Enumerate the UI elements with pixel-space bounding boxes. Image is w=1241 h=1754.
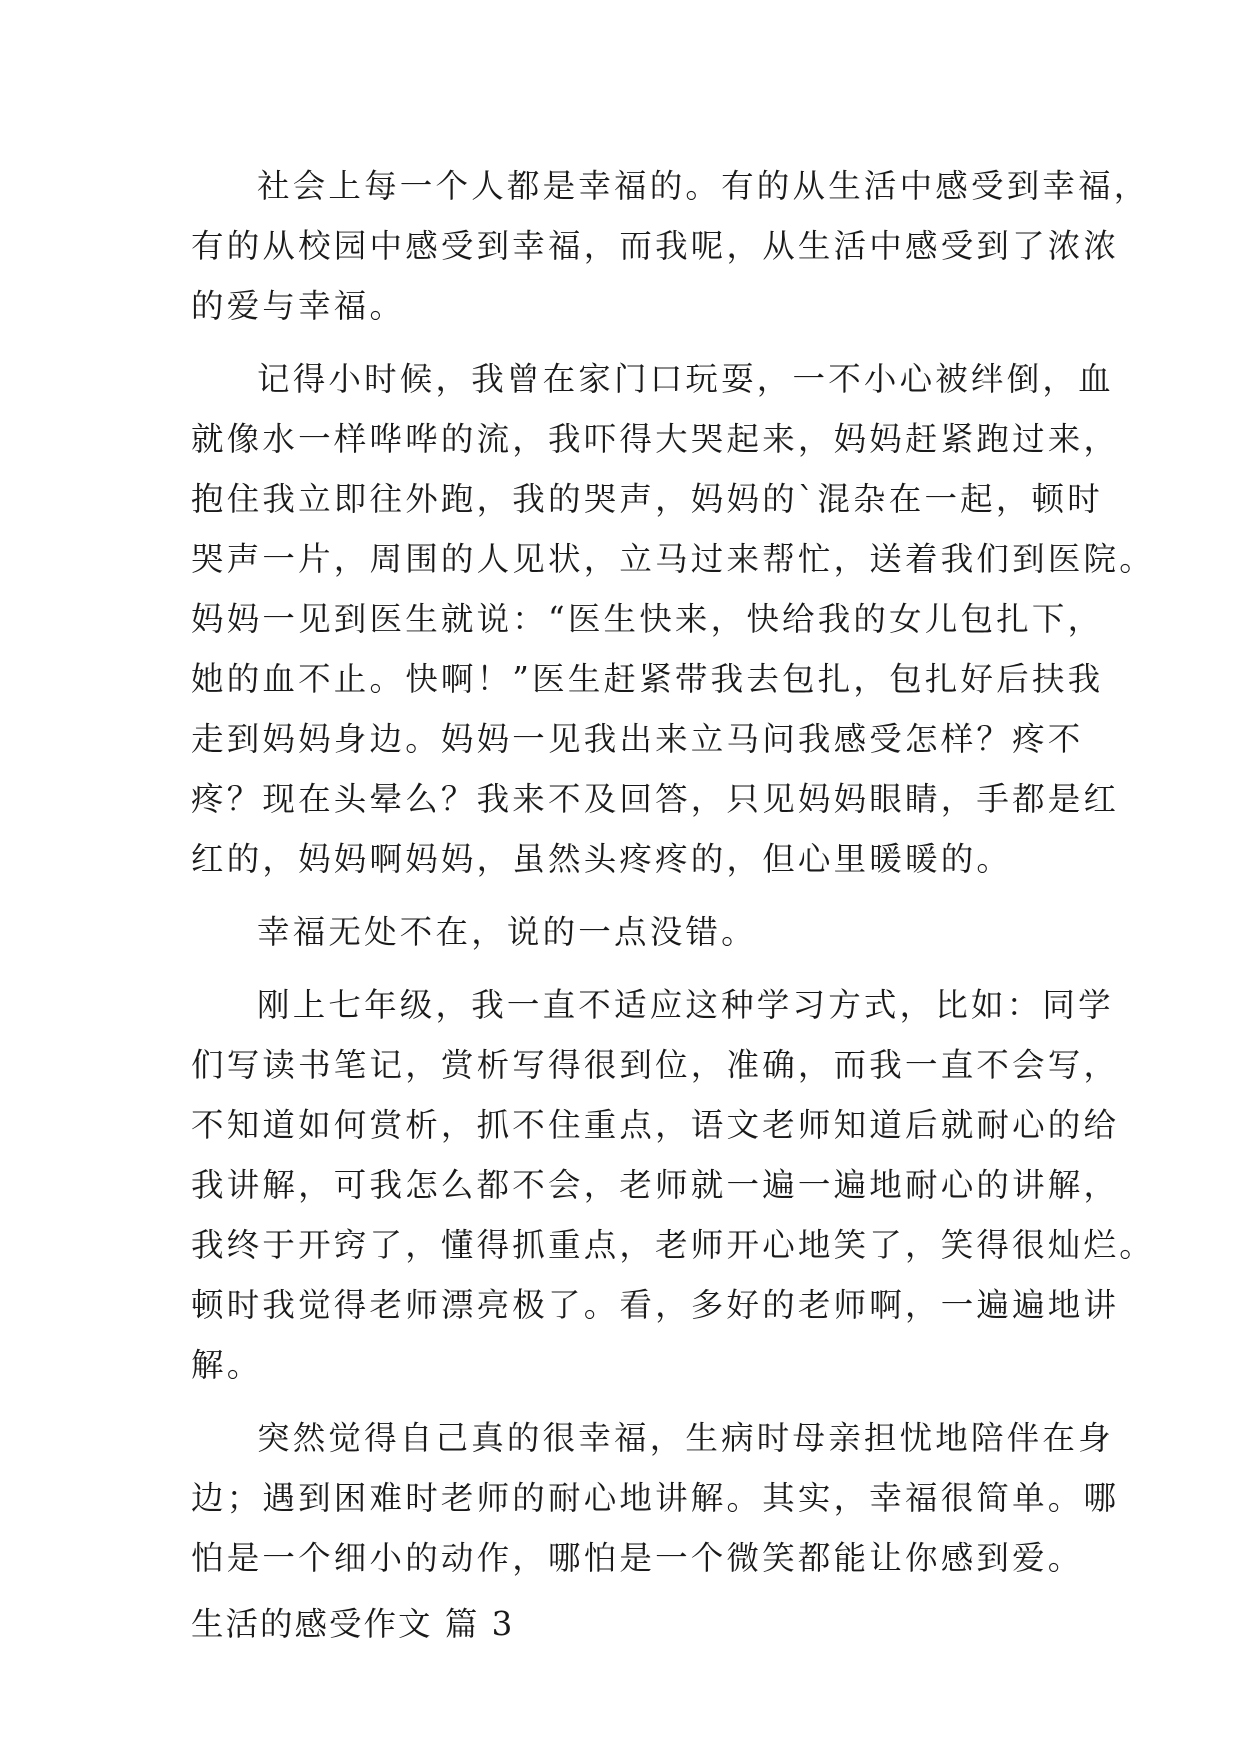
text-line: 抱住我立即往外跑，我的哭声，妈妈的`混杂在一起，顿时: [191, 480, 1103, 518]
document-body: [191, 156, 1155, 1654]
paragraph-4: [191, 975, 1155, 1395]
paragraph-3: [191, 902, 1071, 962]
text-line: 边；遇到困难时老师的耐心地讲解。其实，幸福很简单。哪: [191, 1479, 1120, 1517]
text-line: 社会上每一个人都是幸福的。有的从生活中感受到幸福，: [257, 167, 1150, 205]
text-line: 记得小时候，我曾在家门口玩耍，一不小心被绊倒，血: [257, 360, 1114, 398]
paragraph-5: [191, 1408, 1120, 1588]
text-line: 疼？现在头晕么？我来不及回答，只见妈妈眼睛，手都是红: [191, 780, 1120, 818]
paragraph-2: [191, 349, 1155, 889]
text-line: 我讲解，可我怎么都不会，老师就一遍一遍地耐心的讲解，: [191, 1166, 1120, 1204]
text-line: 走到妈妈身边。妈妈一见我出来立马问我感受怎样？疼不: [191, 720, 1084, 758]
text-line: 不知道如何赏析，抓不住重点，语文老师知道后就耐心的给: [191, 1106, 1120, 1144]
text-line: 就像水一样哗哗的流，我吓得大哭起来，妈妈赶紧跑过来，: [191, 420, 1120, 458]
text-line: 妈妈一见到医生就说：“医生快来，快给我的女儿包扎下，: [191, 600, 1104, 638]
text-line: 有的从校园中感受到幸福，而我呢，从生活中感受到了浓浓: [191, 227, 1120, 265]
text-line: 突然觉得自己真的很幸福，生病时母亲担忧地陪伴在身: [257, 1419, 1114, 1457]
paragraph-1: [191, 156, 1150, 336]
text-line: 哭声一片，周围的人见状，立马过来帮忙，送着我们到医院。: [191, 540, 1155, 578]
text-line: 的爱与幸福。: [191, 287, 406, 325]
section-heading: 生活的感受作文 篇 3: [191, 1605, 515, 1643]
text-line: 怕是一个细小的动作，哪怕是一个微笑都能让你感到爱。: [191, 1539, 1084, 1577]
text-line: 幸福无处不在，说的一点没错。: [257, 913, 757, 951]
text-line: 我终于开窍了，懂得抓重点，老师开心地笑了，笑得很灿烂。: [191, 1226, 1155, 1264]
text-line: 们写读书笔记，赏析写得很到位，准确，而我一直不会写，: [191, 1046, 1120, 1084]
text-line: 刚上七年级，我一直不适应这种学习方式，比如：同学: [257, 986, 1114, 1024]
text-line: 她的血不止。快啊！”医生赶紧带我去包扎，包扎好后扶我: [191, 660, 1104, 698]
text-line: 顿时我觉得老师漂亮极了。看，多好的老师啊，一遍遍地讲: [191, 1286, 1120, 1324]
text-line: 红的，妈妈啊妈妈，虽然头疼疼的，但心里暖暖的。: [191, 840, 1013, 878]
text-line: 解。: [191, 1346, 263, 1384]
